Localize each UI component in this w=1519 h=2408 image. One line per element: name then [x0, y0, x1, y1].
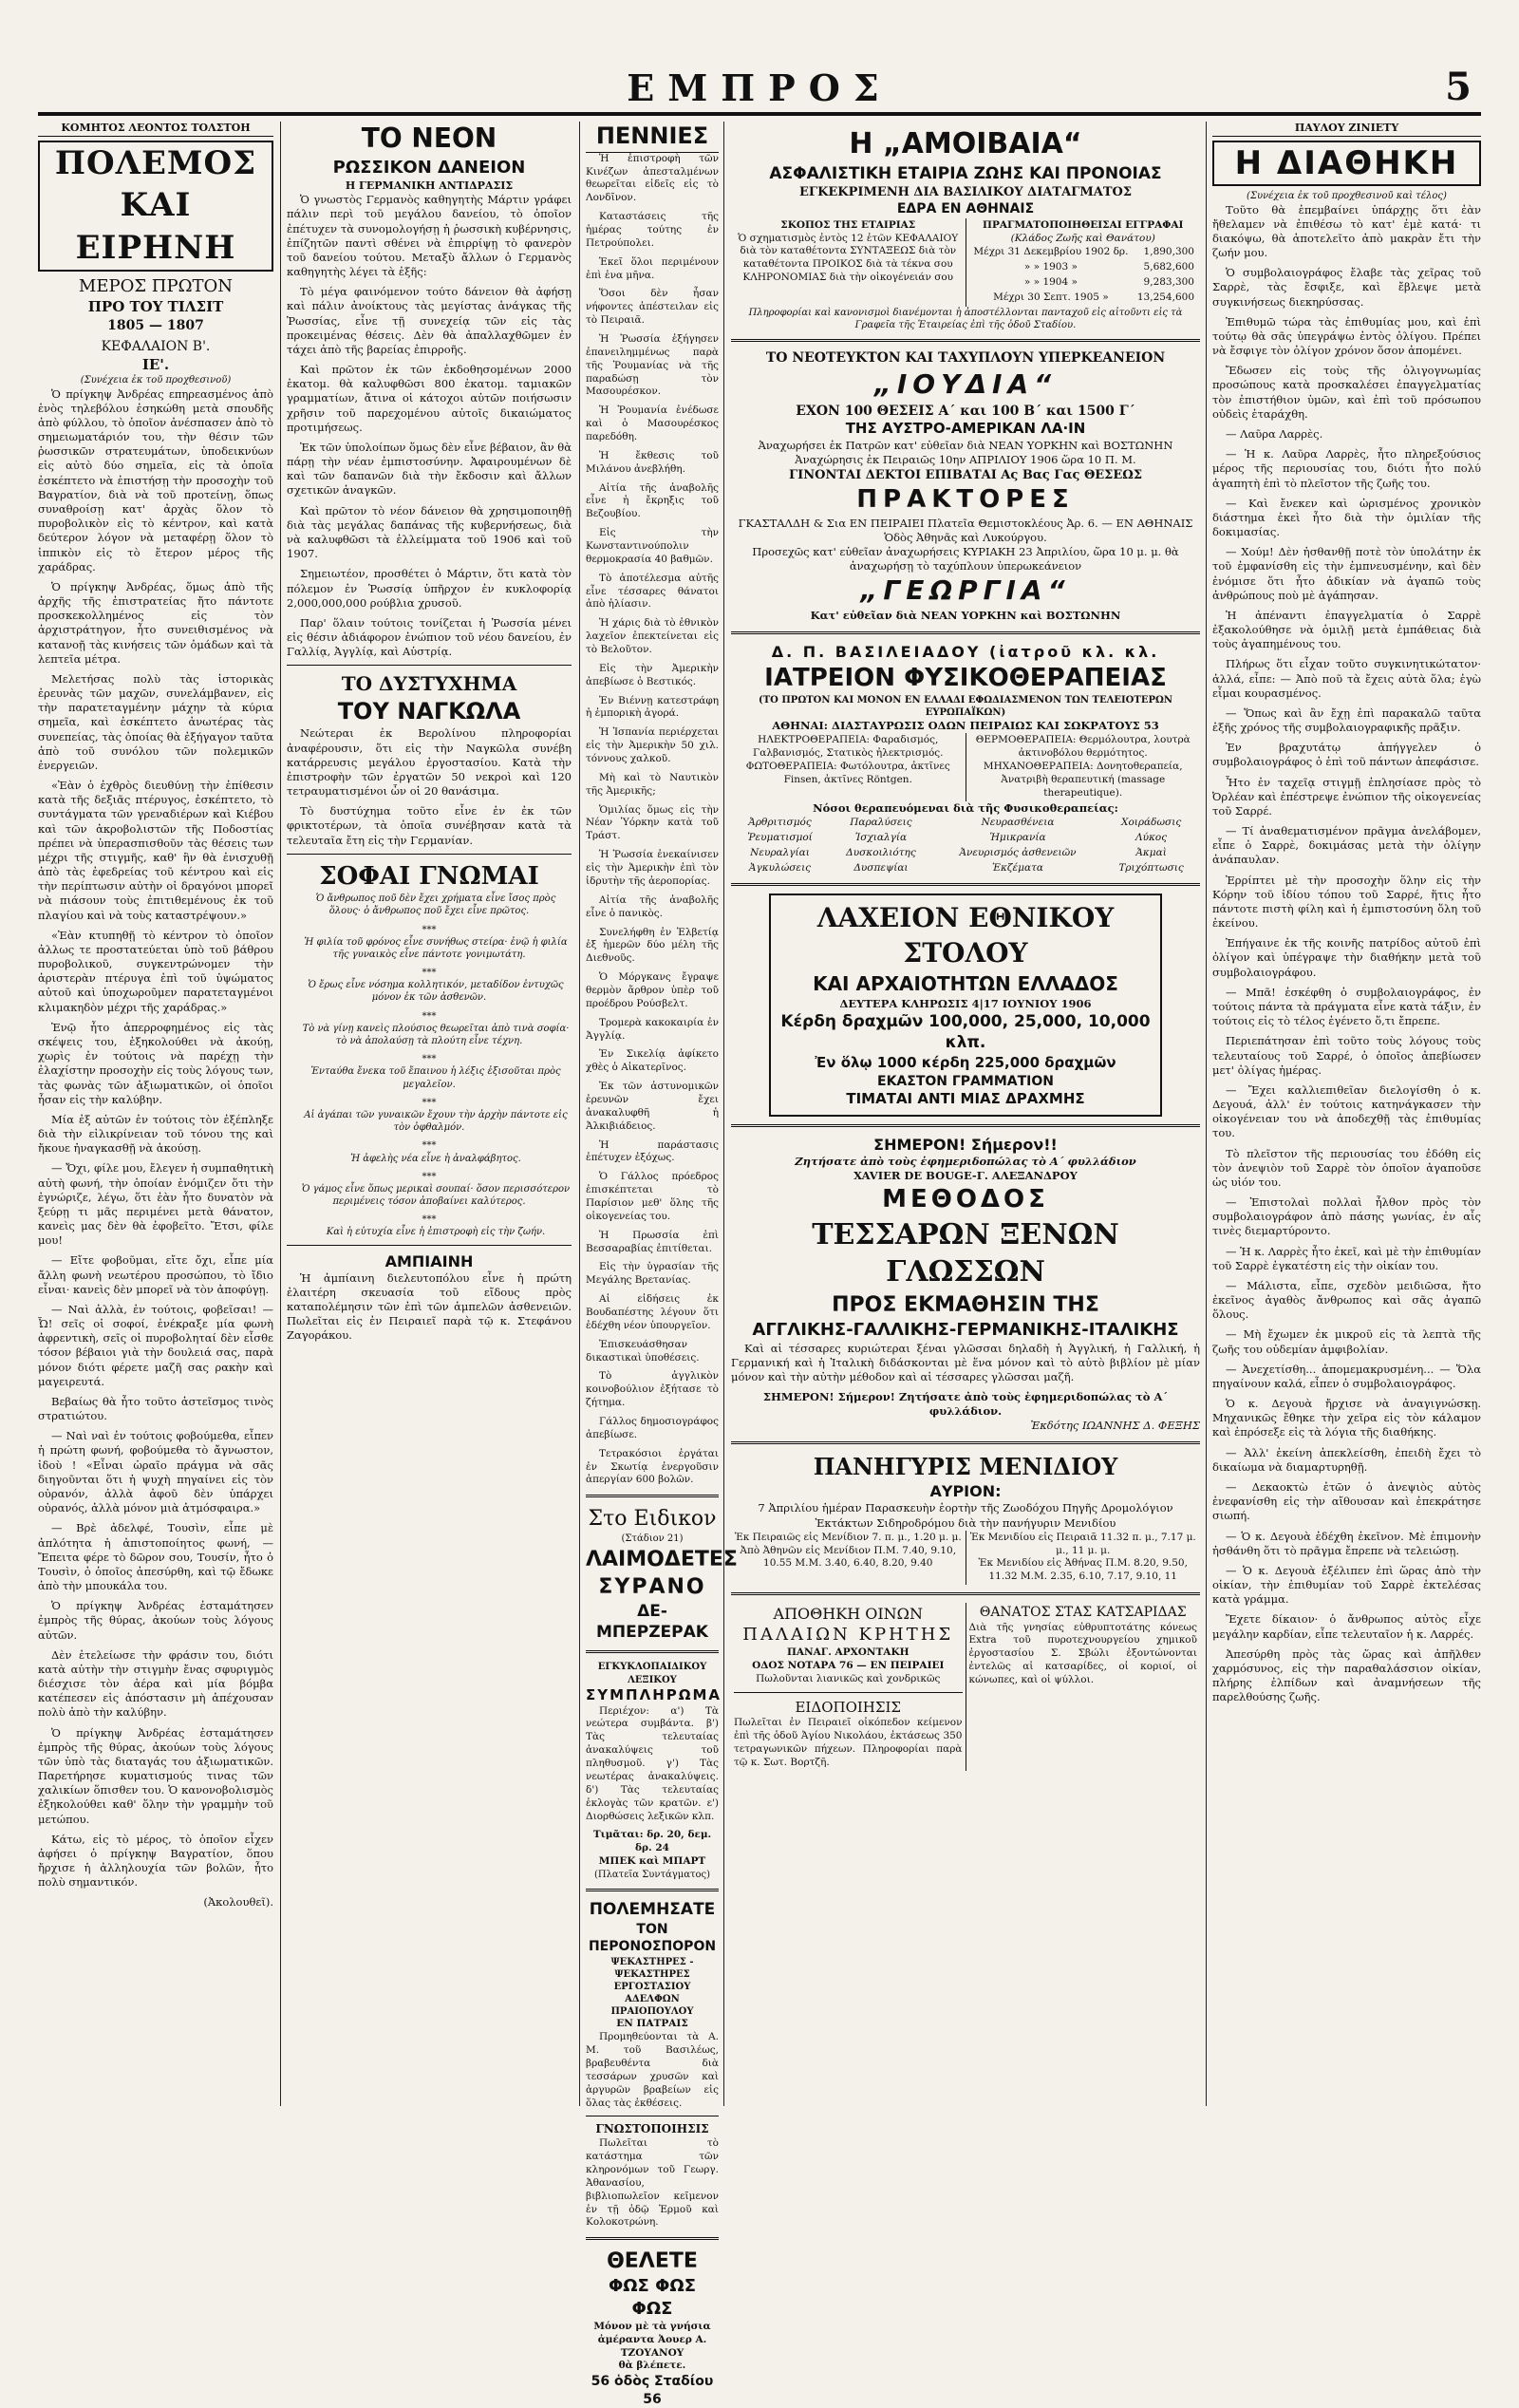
- news-item: Ὅσοι δὲν ἦσαν νήφοντες ἀπέστειλαν εἰς τὸ Πειραιᾶ.: [586, 288, 719, 327]
- news-item: Γάλλος δημοσιογράφος ἀπεβίωσε.: [586, 1416, 719, 1440]
- separator-stars: ***: [422, 1010, 437, 1022]
- article-subtitle: ΡΩΣΣΙΚΟΝ ΔΑΝΕΙΟΝ: [332, 157, 526, 178]
- article-title: ΓΝΩΣΤΟΠΟΙΗΣΙΣ: [595, 2122, 709, 2136]
- paragraph: — Ὅπως καὶ ἂν ἔχῃ ἐπὶ παρακαλῶ ταῦτα ἑξῆς χρόνος τῆς συμβολαιογραφικῆς πρᾶξιν.: [1212, 705, 1481, 735]
- news-item: Ἑκεῖ ὅλοι περιμένουν ἐπὶ ἐνα μῆνα.: [586, 255, 719, 281]
- paragraph: Ὁ γνωστὸς Γερμανὸς καθηγητὴς Μάρτιν γράφει πάλιν περὶ τοῦ μεγάλου δανείου, τὸ ὁποῖον ἐπέτυχεν τὰ συνομολογήσῃ ἡ ῥωσσικὴ κυβέρνησις, ἐπίζητῶν παντὶ σθένει νὰ ἐπιρρίψῃ τὸ φανερὸν τοῦ δανείου τούτου. Μεταξὺ ἄλλων ὁ Γερμανὸς καθηγητὴς λέγει τὰ ἑξῆς:: [287, 193, 572, 279]
- table-row: Ῥευματισμοί Ἰσχιαλγία Ἡμικρανία Λύκος: [747, 831, 1168, 843]
- paragraph: Ἡ ἀμπίαινη διελευτοπόλου εἶνε ἡ πρώτη ἐλαιτέρη σκευασία τοῦ εἴδους πρὸς καταπολέμησιν τῶν ἐπὶ τῶν ἀμπελῶν ἀσθενειῶν. Πωλεῖται εἰς ἐν Πειραιεῖ παρὰ τῷ κ. Στεφάνου Ζαγοράκου.: [287, 1270, 572, 1343]
- ad-line: ΤΟΝ ΠΕΡΟΝΟΣΠΟΡΟΝ: [588, 1921, 717, 1955]
- serial-subtitle: ΠΡΟ ΤΟΥ ΤΙΛΣΙΤ: [87, 297, 224, 315]
- news-item: Εἰς τὴν ὑγρασίαν τῆς Μεγάλης Βρετανίας.: [586, 1261, 719, 1287]
- ad-address: ΟΔΟΣ ΝΟΤΑΡΑ 76 — ΕΝ ΠΕΙΡΑΙΕΙ: [752, 1659, 945, 1671]
- ad-line: ΣΥΡΑΝΟ: [598, 1574, 706, 1599]
- paragraph: Ὁ κ. Δεγουὰ ἤρχισε νὰ ἀναγιγνώσκῃ. Μηχανικῶς ἔθηκε τὴν χεῖρα εἰς τὸν κάλαμον καὶ ἐπρόσεξε εἰς τὰ λόγια τῆς διαθήκης.: [1212, 1397, 1481, 1439]
- ad-line: ΕΝ ΠΑΤΡΑΙΣ: [616, 2018, 688, 2030]
- separator-stars: ***: [422, 968, 437, 979]
- table-row: Ἀρθριτισμός Παραλύσεις Νευρασθένεια Χοιράδωσις: [748, 816, 1182, 828]
- ad-eidikon: [586, 1505, 738, 1643]
- serial-part: ΜΕΡΟΣ ΠΡΩΤΟΝ: [78, 276, 234, 297]
- ad-wine: [731, 1603, 966, 1771]
- paragraph: — Χούμ! Δὲν ἠσθανθῇ ποτὲ τὸν ὑπολάτην ἐκ τοῦ ἐμφανίσθη εἰς τὴν ἐμπνευσμένην, καὶ δὲν ἐνόμισε ὅτι ἦτο ἀδικίαν νὰ ἀγαπῶ τοὺς ἀνθρώπους ποὺ μὲ ἀγάπησαν.: [1212, 545, 1481, 602]
- ad-line: ΚΑΙ ΑΡΧΑΙΟΤΗΤΩΝ ΕΛΛΑΔΟΣ: [813, 972, 1118, 996]
- article-title: ΤΟ ΝΕΟΝ: [361, 122, 497, 154]
- divider: [731, 631, 1200, 634]
- serial-continuation: (Συνέχεια ἐκ τοῦ προχθεσινοῦ καὶ τέλος): [1247, 191, 1447, 202]
- paragraph: Καὶ πρῶτον ἐκ τῶν ἐκδοθησομένων 2000 ἑκατομ. θὰ καλυφθῶσι 800 ἑκατομ. ταμιακῶν γραμματίων, ἄτινα οἱ κάτοχοι αὐτῶν ποιήσωσιν χρῆσιν τοῦ παρεχομένου αὐτοῖς δικαιώματος προτιμήσεως.: [287, 363, 572, 434]
- ad-line: ΘΕΛΕΤΕ: [607, 2249, 698, 2274]
- ad-seller: ΜΠΕΚ καὶ ΜΠΑΡΤ: [598, 1855, 706, 1868]
- news-item: Ὁ Μόργκανς ἔγραψε θερμὸν ἄρθρον ὑπὲρ τοῦ προέδρου Ρούσβελτ.: [586, 971, 719, 1009]
- table-row: Ἀγκυλώσεις Δυσπεψίαι Ἐκζέματα Τριχόπτωσις: [748, 861, 1184, 874]
- ad-ship-joudia: [731, 349, 1200, 623]
- ad-line: ΤΙΜΑΤΑΙ ΑΝΤΙ ΜΙΑΣ ΔΡΑΧΜΗΣ: [846, 1089, 1085, 1107]
- ad-title: ΙΑΤΡΕΙΟΝ ΦΥΣΙΚΟΘΕΡΑΠΕΙΑΣ: [764, 663, 1167, 692]
- ad-line: ΕΡΓΟΣΤΑΣΙΟΥ ΑΔΕΛΦΩΝ ΠΡΑΙΟΠΟΥΛΟΥ: [610, 1981, 694, 2018]
- column-divider: [280, 122, 281, 2106]
- column-serial-will: [1212, 122, 1481, 2106]
- serial-title: ΠΟΛΕΜΟΣ ΚΑΙ ΕΙΡΗΝΗ: [38, 141, 273, 273]
- news-item: Ἡ παράστασις ἐπέτυχεν ἐξόχως.: [586, 1138, 719, 1164]
- ad-line: ΠΡΟΣ ΕΚΜΑΘΗΣΙΝ ΤΗΣ: [832, 1292, 1099, 1317]
- ad-line: Ἀναχωρήσει ἐκ Πατρῶν κατ' εὐθεῖαν διὰ ΝΕΑΝ ΥΟΡΚΗΝ καὶ ΒΟΣΤΩΝΗΝ: [758, 438, 1173, 452]
- ad-line: ΕΓΚΕΚΡΙΜΕΝΗ ΔΙΑ ΒΑΣΙΛΙΚΟΥ ΔΙΑΤΑΓΜΑΤΟΣ: [798, 185, 1133, 200]
- paragraph: Ἡ ἀπέναντι ἐπαγγελματία ὁ Σαρρὲ ἐξακολούθησε νὰ ὁμιλῇ μετὰ ἐμπάθειας διὰ τοὺς ἀγαπημένους του.: [1212, 608, 1481, 651]
- paragraph: — Δεκαοκτὼ ἐτῶν ὁ ἀνεψιὸς αὐτὸς ἐνεφανίσθη εἰς τὴν αἴθουσαν καὶ ἐπεκράτησε σιωπή.: [1212, 1479, 1481, 1523]
- news-item: Ἡ ἔκθεσις τοῦ Μιλάνου ἀνεβλήθη.: [586, 449, 719, 475]
- to-be-continued: (Ἀκολουθεῖ).: [203, 1895, 273, 1909]
- ad-line: Δ. Π. ΒΑΣΙΛΕΙΑΔΟΥ (ἰατροῦ κλ. κλ.: [771, 642, 1160, 661]
- ad-line: ΕΔΡΑ ΕΝ ΑΘΗΝΑΙΣ: [896, 201, 1035, 217]
- paragraph: — Τί ἀναθεματισμένον πρᾶγμα ἀνελάβομεν, εἶπε ὁ Σαρρὲ, δοκιμάσας μετὰ τὴν ὀλίγην ἀνάπαυλαν.: [1212, 824, 1481, 867]
- news-item: Τὸ ἀγγλικὸν κοινοβούλιον ἐξήτασε τὸ ζήτημα.: [586, 1370, 719, 1409]
- news-item: Αἰτία τῆς ἀναβολῆς εἶνε ἡ ἔκρηξις τοῦ Βεζουβίου.: [586, 481, 719, 520]
- ad-lottery: [769, 894, 1162, 1116]
- ad-agents: ΓΚΑΣΤΑΛΔΗ & Σια ΕΝ ΠΕΙΡΑΙΕΙ Πλατεῖα Θεμιστοκλέους Ἀρ. 6. — ΕΝ ΑΘΗΝΑΙΣ Ὁδὸς Ἀθηνᾶς καὶ Λυκούργου.: [738, 516, 1193, 544]
- news-item: Ἡ ἐπιστροφὴ τῶν Κινέζων ἀπεσταλμένων θεωρεῖται εἰδεῖς εἰς τὸ Λονδῖνον.: [586, 152, 719, 204]
- ad-timetable: [731, 1531, 1200, 1585]
- ad-line: ΤΟ ΝΕΟΤΕΥΚΤΟΝ ΚΑΙ ΤΑΧΥΠΛΟΥΝ ΥΠΕΡΚΕΑΝΕΙΟΝ: [765, 350, 1166, 367]
- paragraph: Ἐπιθυμῶ τώρα τὰς ἐπιθυμίας μου, καὶ ἐπὶ τούτῳ θὰ σᾶς ὑπεγράψω ἐντὸς ὀλίγου. Πρέπει νὰ ἔσφιγε τὸν ὀλίγον χρόνον ὅσον ἀπομένει.: [1212, 314, 1481, 358]
- separator-stars: ***: [422, 1214, 437, 1226]
- paragraph: Ἔχετε δίκαιον· ὁ ἄνθρωπος αὐτὸς εἶχε μεγάλην καρδίαν, εἶπε τελευταῖον ἡ κ. Λαρρές.: [1212, 1612, 1481, 1641]
- ad-sprayers: [586, 1899, 719, 2110]
- paragraph: Πλήρως ὅτι εἶχαν τοῦτο συγκινητικώτατον· ἀλλά, εἶπε: — Ἀπὸ ποῦ τὰ ἔχεις αὐτὰ ὅλα; ἐγὼ εἶμαι κουρασμένος.: [1212, 657, 1481, 700]
- column-divider: [1206, 122, 1207, 2106]
- table-row: » » 1903 » 5,682,600: [1023, 261, 1194, 273]
- divider: [586, 2237, 719, 2240]
- column-russian-loan: [287, 122, 572, 2106]
- paragraph: — Βρὲ ἀδελφέ, Τουσὶν, εἶπε μὲ ἀπλότητα ἡ ἀπιστοποίητος φωνή, — Ἔπειτα φέρε τὸ δῶρον σου, Τουσίν, ἦτο ὁ Τουσὶν, ὁ ὁποῖος ἀπεσύρθη, καὶ τῷ ἔδωκε ἀπὸ τὴν μπουκάλα του.: [38, 1521, 273, 1593]
- ad-line: ΣΗΜΕΡΟΝ! Σήμερον!!: [873, 1135, 1058, 1154]
- news-item: Τετρακόσιοι ἐργάται ἐν Σκωτίᾳ ἐνεργοῦσιν ἀπεργίαν 600 βολῶν.: [586, 1447, 719, 1486]
- newspaper-title: ΕΜΠΡΟΣ: [627, 66, 892, 109]
- paragraph: Ἐν βραχυτάτῳ ἀπήγγελεν ὁ συμβολαιογράφος ὁ ἐπὶ τοῦ πάντων ἀπεφάσισε.: [1212, 741, 1481, 769]
- article-subtitle-2: Η ΓΕΡΜΑΝΙΚΗ ΑΝΤΙΔΡΑΣΙΣ: [345, 179, 514, 192]
- ad-line: 56 ὁδὸς Σταδίου 56: [591, 2374, 714, 2407]
- ad-menidi-festival: [731, 1452, 1200, 1586]
- news-item: Αἱ εἰδήσεις ἐκ Βουδαπέστης λέγουν ὅτι ἐδέχθη νέον ὑπουργεῖον.: [586, 1293, 719, 1331]
- news-item: Εἰς τὴν Ἀμερικὴν ἀπεβίωσε ὁ Βεστικός.: [586, 662, 719, 687]
- news-item: Ἐπισκευάσθησαν δικαστικαὶ ὑποθέσεις.: [586, 1338, 700, 1364]
- news-item: Ὁ Γάλλος πρόεδρος ἐπισκέπτεται τὸ Παρίσιον μεθ' ὅλης τῆς οἰκογενείας του.: [586, 1171, 719, 1222]
- ad-encyclopedia: [586, 1661, 722, 1881]
- divider: [287, 665, 572, 666]
- enrolment-table: [969, 245, 1198, 305]
- divider: [734, 1692, 963, 1693]
- paragraph: Καὶ πρῶτον τὸ νέον δάνειον θὰ χρησιμοποιηθῇ διὰ τὰς μεγάλας δαπάνας τῆς κυβερνήσεως, διὰ νὰ καλυφθῶσι τὰ ἐλλείμματα τοῦ 1906 καὶ τοῦ 1907.: [287, 503, 572, 561]
- divider: [731, 339, 1200, 342]
- paragraph: — Ἡ κ. Λαῦρα Λαρρὲς, ἦτο πληρεξούσιος μέρος τῆς περιουσίας του, διότι ἦτο πολύ ἀγαπητὴ ἐπὶ τὸ πλεῖστον τῆς ζωῆς του.: [1212, 447, 1481, 490]
- separator-stars: ***: [422, 1054, 437, 1065]
- ad-title: ΜΕΘΟΔΟΣ: [882, 1185, 1049, 1214]
- clinic-left: ΗΛΕΚΤΡΟΘΕΡΑΠΕΙΑ: Φαραδισμός, Γαλβανισμός, Στατικὸς ἠλεκτρισμός. ΦΩΤΟΘΕΡΑΠΕΙΑ: Φωτόλουτρα, ἀκτῖνες Finsen, ἀκτῖνες Röntgen.: [731, 733, 966, 800]
- ad-table: [731, 218, 1200, 307]
- paragraph: — Μπᾶ! ἐσκέφθη ὁ συμβολαιογράφος, ἐν τούτοις πάντα τὰ πράγματα εἶνε κατὰ τάξιν, ἐν τούτοις εἰς τὸ τέλος ἐγένετο ὅ,τι ἔπρεπε.: [1212, 985, 1481, 1028]
- paragraph: Ὁ πρίγκηψ Ἀνδρέας ἐσταμάτησεν ἐμπρὸς τῆς θύρας, ἀκούων τοὺς λόγους τῶν ὑπὸ τὰς διαταγάς του ἀξιωματικῶν. Παρετήρησε κυματισμούς τινας τῶν χαλικίων ὅπισθεν του. Ὁ κανονοβολισμὸς ἐξηκολούθει καθ' ὅλην τὴν γραμμὴν τοῦ μετώπου.: [38, 1725, 273, 1826]
- paragraph: Τὸ δυστύχημα τοῦτο εἶνε ἐν ἐκ τῶν φρικτοτέρων, τὰ ὁποῖα συνέβησαν κατὰ τὰ τελευταῖα ἔτη εἰς τὴν Γερμανίαν.: [287, 804, 572, 847]
- ad-line: ΑΓΓΛΙΚΗΣ-ΓΑΛΛΙΚΗΣ-ΓΕΡΜΑΝΙΚΗΣ-ΙΤΑΛΙΚΗΣ: [752, 1319, 1179, 1340]
- ad-cockroach: [966, 1603, 1200, 1771]
- table-row: Μέχρι 30 Σεπτ. 1905 » 13,254,600: [993, 291, 1194, 303]
- divider: [731, 1124, 1200, 1127]
- paragraph: — Ναὶ ναὶ ἐν τούτοις φοβούμεθα, εἶπεν ἡ πρώτη φωνή, φοβούμεθα τὸ ἄγνωστον, ἰδοὺ ! «Εἶναι ὡραῖο πράγμα νὰ σᾶς διηγοῦνται ὅτι ἡ ψυχὴ πηγαίνει εἰς τὸν οὐρανόν, ἀλλὰ ἀφοῦ δὲν ὑπάρχει οὐρανός, ἀλλὰ μόνον μιὰ ἀτμόσφαιρα.»: [38, 1429, 273, 1515]
- article-title: ΑΜΠΙΑΙΝΗ: [384, 1251, 474, 1270]
- news-item: Αἰτία τῆς ἀναβολῆς εἶνε ὁ πανικὸς.: [586, 894, 719, 919]
- ad-line: ΣΗΜΕΡΟΝ! Σήμερον! Ζητήσατε ἀπὸ τοὺς ἐφημεριδοπώλας τὸ Α΄ φυλλάδιον.: [762, 1390, 1169, 1419]
- news-item: Ἐν Σικελίᾳ ἀφίκετο χθὲς ὁ Αἰκατερῖνος.: [586, 1048, 719, 1074]
- article-title: ΣΟΦΑΙ ΓΝΩΜΑΙ: [319, 861, 539, 891]
- serial-continuation: (Συνέχεια ἐκ τοῦ προχθεσινοῦ): [80, 375, 232, 386]
- paragraph: «Ἐὰν ὁ ἐχθρὸς διευθύνῃ τὴν ἐπίθεσιν κατὰ τῆς δεξιᾶς πτέρυγος, ἐσκέπτετο, τὸ συντάγματα τῶν γρεναδιέρων καὶ Κιέβου καὶ τῶν ἀκροβολιστῶν τῆς Ποδοστίας πρέπει νὰ ὑπερασπισθοῦν τὰς θέσεις των μέχρι τῆς στιγμῆς, καθ' ἣν θὰ ἐνισχυθῇ ἀπὸ τὰς ἐφεδρείας τοῦ κέντρου καὶ εἰς τὴν περίπτωσιν αὐτὴν οἱ δραγόνοι μπορεῖ νὰ πιάσουν τοὺς ἐπιτιθεμένους ἐκ τοῦ πλαγίου καὶ νὰ τοὺς καταστρέψουν.»: [38, 779, 273, 922]
- ad-footer: Πληροφορίαι καὶ κανονισμοὶ διανέμονται ἡ ἀποστέλλονται πανταχοῦ εἰς αἰτοῦντι εἰς τὰ Γραφεῖα τῆς Ἑταιρείας ἐπὶ τῆς ὁδοῦ Σταδίου.: [748, 307, 1183, 330]
- column-divider: [579, 122, 580, 2106]
- ad-line: θὰ βλέπετε.: [618, 2360, 686, 2372]
- ad-line: ΠΑΝΑΓ. ΑΡΧΟΝΤΑΚΗ: [786, 1646, 910, 1658]
- serial-title: Η ΔΙΑΘΗΚΗ: [1212, 141, 1481, 187]
- paragraph: — Καὶ ἔνεκεν καὶ ὡρισμένος χρονικὸν διάστημα ἐκεὶ ἦτο διὰ τὴν ὁμιλίαν τῆς δοκιμασίας.: [1212, 496, 1481, 539]
- paragraph: Ἦτο ἐν ταχεῖᾳ στιγμῇ ἐπλησίασε πρὸς τὸ Ὀρλέαν καὶ ἐπέστρεψε ἐνώπιον τῆς οἰκογενείας τοῦ Σαρρέ.: [1212, 775, 1481, 818]
- maxim: Τὸ νὰ γίνῃ κανεὶς πλούσιος θεωρεῖται ἀπὸ τινὰ σοφία· τὸ νὰ ἀπολαύσῃ τὰ πλούτη εἶνε τέχνη.: [302, 1023, 570, 1046]
- serial-chapter: ΚΕΦΑΛΑΙΟΝ Β'.: [101, 339, 211, 355]
- paragraph: Τὸ μέγα φαινόμενον τούτο δάνειον θὰ ἀφήσῃ καὶ πάλιν ἀνοίκτους τὰς μεγίστας ἀνάγκας τῆς Ῥωσσίας, εἶνε τῇ συνεχείᾳ τῶν εἰς τὰς προκειμένας θέσεις. Δὲν θὰ ἀπαλλαχθῶμεν ἐν τάχει ἀπὸ τῆς βαρείας ἐπιρροῆς.: [287, 285, 572, 356]
- ad-line: (Στάδιον 21): [621, 1533, 684, 1545]
- separator-stars: ***: [422, 1171, 437, 1182]
- paragraph: Νεώτεραι ἐκ Βερολίνου πληροφορίαι ἀναφέρουσιν, ὅτι εἰς τὴν Ναγκῶλα συνέβη κατάρρευσις μεγάλου ἐργοστασίου. Κατὰ τὴν ἐπιστροφὴν τῶν ἐργατῶν 50 νεκροὶ καὶ 120 τετραυματισμένοι ὧν οἱ 20 θανάσιμα.: [287, 726, 572, 799]
- masthead-rule: [38, 112, 1481, 116]
- ad-line: Κατ' εὐθεῖαν διὰ ΝΕΑΝ ΥΟΡΚΗΝ καὶ ΒΟΣΤΩΝΗΝ: [810, 609, 1121, 623]
- column-advertisements: [731, 122, 1200, 2106]
- maxim: Ὁ ἄνθρωπος ποῦ δὲν ἔχει χρήματα εἶνε ἴσος πρὸς ὅλους· ὁ ἄνθρωπος ποῦ ἔχει εἶνε πρῶτος.: [315, 894, 556, 917]
- divider: [731, 1441, 1200, 1444]
- news-item: Ἡ Ῥωσσία ἐξήγησεν ἐπανειλημμένως παρὰ τῆς Ῥουμανίας νὰ τῆς παραδώσῃ τὸν Μασουρέσκον.: [586, 332, 719, 398]
- paragraph: Ὁ πρίγκηψ Ἀνδρέας επηρεασμένος ἀπὸ ἑνὸς τηλεβόλου ἐσηκώθη μετὰ σπουδῆς ἀπὸ φύλλου, τὸ ὁποῖον ἀνέσπασεν ἀπὸ τὸ σημειωματάριόν του, τὴν θέσιν τῶν ῥωσσικῶν στρατευμάτων, ὑποδεικνύων εἰς αὐτὸ δύο σημεῖα, εἰς τὰ ὁποῖα ἐσκέπτετο νὰ ἐπιστήσῃ τὴν προσοχὴν τοῦ Βαγρατίον, διὰ νὰ τοῦ προτείνῃ, ὅπως συναθροίσῃ κατ' ἀρχὰς ὅλον τὸ πυροβολικὸν εἰς τὸ κέντρον, καὶ κατὰ δεύτερον λόγον νὰ μεταφέρῃ ὅλον τὸ ἱππικὸν εἰς τὸ ἕτερον μέρος τῆς χαράδρας.: [38, 386, 273, 574]
- ad-line: ΔΕΥΤΕΡΑ ΚΛΗΡΩΣΙΣ 4|17 ΙΟΥΝΙΟΥ 1906: [839, 996, 1092, 1010]
- maxim: Ἡ ἀφελὴς νέα εἶνε ἡ ἀναλφάβητος.: [350, 1153, 521, 1164]
- serial-author: ΠΑΥΛΟΥ ΖΙΝΙΕΤΥ: [1212, 122, 1481, 137]
- paragraph: — Ὄχι, φίλε μου, ἔλεγεν ἡ συμπαθητικὴ αὐτὴ φωνή, τὴν ὁποίαν ἐνόμιζεν ὅτι τὴν ἐγνώριζε, λέγω, ὅτι ἐὰν ἦτο δυνατὸν νὰ ξεύρῃ τι μᾶς περιμένει μετὰ θάνατον, κανεὶς μας δὲν θὰ ἐφοβεῖτο. Ἔτσι, φίλε μου!: [38, 1161, 273, 1248]
- paragraph: Ἔδωσεν εἰς τοὺς τῆς ὀλιγογνωμίας προσώπους κατὰ προσκαλέσει ἐπαγγελματίας τὸν ἐπιστήθιον ὑμῶν, καὶ ἐπὶ τοῦ πρόσωπου οὐδεὶς ἐταράχθη.: [1212, 364, 1481, 421]
- ad-body: Καὶ αἱ τέσσαρες κυριώτεραι ξέναι γλῶσσαι δηλαδὴ ἡ Ἀγγλική, ἡ Γαλλική, ἡ Γερμανική καὶ ἡ Ἰταλικὴ διδάσκονται μὲ ἕνα μόνον καὶ τὸ αὐτὸ βιβλίον μὲ μίαν μόνον καὶ τὴν αὐτὴν μέθοδον καὶ αἱ τέσσαρες γλῶσσαι μαζῆ.: [731, 1341, 1200, 1383]
- ad-line: ΦΩΣ ΦΩΣ ΦΩΣ: [608, 2276, 697, 2320]
- paragraph: — Εἴτε φοβοῦμαι, εἴτε ὄχι, εἶπε μία ἄλλη φωνὴ νεωτέρου προσώπου, τὸ ἴδιο εἶναι· κανεὶς δὲν μπορεῖ νὰ τὸν ἀποφύγῃ.: [38, 1253, 273, 1296]
- clinic-right: ΘΕΡΜΟΘΕΡΑΠΕΙΑ: Θερμόλουτρα, λουτρὰ ἀκτινοβόλου θερμότητος. ΜΗΧΑΝΟΘΕΡΑΠΕΙΑ: Δονητοθεραπεία, Ἀνατριβὴ θεραπευτική (massage therapeutique).: [975, 734, 1191, 799]
- ad-publisher: Ἐκδότης ΙΩΑΝΝΗΣ Δ. ΦΕΞΗΣ: [1030, 1419, 1200, 1433]
- column-serial-war-and-peace: [38, 122, 273, 2106]
- ad-line: Ζητήσατε ἀπὸ τοὺς ἐφημεριδοπώλας τὸ Α΄ φυλλάδιον: [795, 1154, 1136, 1168]
- ad-title: ΤΕΣΣΑΡΩΝ ΞΕΝΩΝ ΓΛΩΣΣΩΝ: [812, 1217, 1119, 1289]
- ad-ship-name: „ΙΟΥΔΙΑ“: [873, 367, 1058, 400]
- ad-address: (Πλατεῖα Συντάγματος): [593, 1869, 711, 1880]
- paragraph: — Μάλιστα, εἶπε, σχεδὸν μειδιῶσα, ἤτο ἐκεῖνος ἀγαθὸς ἄνθρωπος καὶ σᾶς ἀγαπῶ ὅλους.: [1212, 1278, 1481, 1322]
- ad-line: Πωλοῦνται λιανικῶς καὶ χονδρικῶς: [756, 1672, 941, 1684]
- paragraph: Περιεπάτησαν ἐπὶ τοῦτο τοὺς λόγους τοὺς τελευταίους τοῦ Σαρρέ, ὁ ὁποῖος ἀπεβίωσεν μετ' ὀλίγας ἡμέρας.: [1212, 1034, 1481, 1077]
- paragraph: Τοῦτο θὰ ἐπεμβαίνει ὑπάρχῃς ὅτι ἐὰν ἤθελαμεν νὰ ἐπιθέσω τὸ κατ' ἐμὲ κατά· τι διακόψω, θὰ ἀποτελεῖτο ἀπὸ μακρὰν ἔτι τὴν ζωήν μου.: [1212, 202, 1481, 260]
- ad-amoivaia: [731, 125, 1200, 331]
- ad-title: ΕΙΔΟΠΟΙΗΣΙΣ: [795, 1698, 902, 1716]
- paragraph: Ὁ πρίγκηψ Ἀνδρέας, ὅμως ἀπὸ τῆς ἀρχῆς τῆς ἐπιστρατείας ἤτο πάντοτε προσκεκολλημένος εἰς τὸν ἀρχιστράτηγον, ἦτο συνειθισμένος νὰ κατανοῇ τὰς κινήσεις τῶν ὁμάδων καὶ τὰ λεπτεῖα μέτρα.: [38, 579, 273, 666]
- ad-title: ΘΑΝΑΤΟΣ ΣΤΑΣ ΚΑΤΣΑΡΙΔΑΣ: [979, 1605, 1187, 1621]
- divider: [586, 1650, 719, 1653]
- ad-line: Κέρδη δραχμῶν 100,000, 25,000, 10,000 κλπ.: [780, 1011, 1151, 1053]
- news-item: Μὴ καὶ τὸ Ναυτικὸν τῆς Ἀμερικῆς;: [586, 771, 719, 797]
- paragraph: — Ἀλλ' ἐκείνη ἀπεκλείσθη, ἐπειδὴ ἔχει τὸ δικαίωμα νὰ διαμαρτυρηθῇ.: [1212, 1445, 1481, 1474]
- ad-table: [731, 733, 1200, 800]
- news-item: Ἡ Ἰσπανία περιέρχεται εἰς τὴν Ἀμερικὴν 50 χιλ. τόννους χαλκοῦ.: [586, 726, 719, 765]
- ad-line: ΠΑΛΑΙΩΝ ΚΡΗΤΗΣ: [742, 1625, 954, 1646]
- ad-title: ΛΑΧΕΙΟΝ ΕΘΝΙΚΟΥ ΣΤΟΛΟΥ: [816, 902, 1115, 969]
- paragraph: — Λαῦρα Λαρρὲς.: [1226, 426, 1323, 441]
- ad-clinic: [731, 642, 1200, 876]
- ad-ship-name: „ΓΕΩΡΓΙΑ“: [860, 574, 1071, 607]
- news-item: Εἰς τὴν Κωνσταντινούπολιν θερμοκρασία 40 βαθμῶν.: [586, 527, 719, 565]
- timetable-right: Ἐκ Μενιδίου εἰς Πειραιᾶ 11.32 π. μ., 7.17 μ. μ., 11 μ. μ. Ἐκ Μενιδίου εἰς Ἀθήνας Π.Μ. 8.20, 9.50, 11.32 Μ.Μ. 2.35, 6.10, 7.17, 9.10, 11: [969, 1531, 1196, 1583]
- maxim: Ὁ γάμος εἶνε ὅπως μερικαὶ σουπαί· ὅσον περισσότερον περιμένεις τόσον ἀποβαίνει καλύτερος.: [301, 1183, 571, 1208]
- ad-table-left: [731, 218, 966, 307]
- ad-language-method: [731, 1135, 1200, 1434]
- separator-stars: ***: [422, 1140, 437, 1152]
- paragraph: Ἐνῷ ἦτο ἀπερροφημένος εἰς τὰς σκέψεις του, ἐξηκολούθει νὰ ἀκούῃ, χωρὶς ἐν τούτοις νὰ παρέχῃ τὴν ἐλαχίστην προσοχὴν εἰς τοὺς λόγους των, τὰς φωνὰς τῶν ἀξιωματικῶν, οἱ ὁποῖοι ἦσαν εἰς τὴν καλύβην.: [38, 1020, 273, 1106]
- table-row: Νευραλγίαι Δυσκοιλιότης Ἀνευρισμός ἀσθενειῶν Ἀκμαὶ: [750, 846, 1167, 858]
- ad-body: Πωλεῖται ἐν Πειραιεῖ οἰκόπεδον κείμενον ἐπὶ τῆς ὁδοῦ Ἀγίου Νικολάου, ἐκτάσεως 350 τετραγωνικῶν πήχεων. Πληροφορίαι παρὰ τῷ κ. Σωτ. Βορτζῆ.: [734, 1717, 963, 1768]
- paragraph: — Μὴ ἔχωμεν ἐκ μικροῦ εἰς τὰ λεπτὰ τῆς ζωῆς του οὐδεμίαν ἀμφιβολίαν.: [1212, 1327, 1481, 1356]
- divider: [731, 883, 1200, 886]
- paragraph: Κάτω, εἰς τὸ μέρος, τὸ ὁποῖον εἶχεν ἀφήσει ὁ πρίγκηψ Βαγρατίον, ὅπου ἤρχισε ἡ ἀλληλουχία τῶν βολῶν, ἦτο πολὺ σημαντικόν.: [38, 1832, 273, 1890]
- paragraph: Ὁ συμβολαιογράφος ἔλαβε τὰς χεῖρας τοῦ Σαρρὲ, τὰς ἔσφιξε, καὶ ἔβλεψε μετὰ συγκινήσεως διεκηρύσσας.: [1212, 266, 1481, 309]
- serial-author: ΚΟΜΗΤΟΣ ΛΕΟΝΤΟΣ ΤΟΛΣΤΟΗ: [38, 122, 273, 137]
- ad-table-body: Ὁ σχηματισμὸς ἐντὸς 12 ἐτῶν ΚΕΦΑΛΑΙΟΥ διὰ τὸν καταθέτοντα ΣΥΝΤΑΞΕΩΣ διὰ τὸν καταθέτοντα ΠΡΟΙΚΟΣ διὰ τὰ τέκνα σου ΚΛΗΡΟΝΟΜΙΑΣ διὰ τὴν οἰκογένειάν σου: [738, 232, 959, 284]
- paragraph: Βεβαίως θὰ ἦτο τοῦτο ἀστεῖσμος τινὸς στρατιώτου.: [38, 1394, 273, 1423]
- article-subtitle: ΤΟΥ ΝΑΓΚΩΛΑ: [337, 697, 521, 724]
- paragraph: — Ὁ κ. Δεγουὰ ἐδέχθη ἐκεῖνον. Μὲ ἐπιμονὴν ἠσθάνθη ὅτι τὸ πρᾶγμα ἔπρεπε νὰ τελειώσῃ.: [1212, 1529, 1481, 1557]
- ad-line: Ἀναχώρησις ἐκ Πειραιῶς 10ην ΑΠΡΙΛΙΟΥ 1906 ὥρα 10 Π. Μ.: [795, 453, 1136, 467]
- ad-line: Στο Ειδικον: [588, 1507, 717, 1532]
- clinic-diseases-title: Νόσοι θεραπευόμεναι διὰ τῆς Φυσικοθεραπείας:: [813, 800, 1118, 815]
- divider: [287, 854, 572, 855]
- ad-lamps: [586, 2248, 719, 2408]
- ad-title: ΠΑΝΗΓΥΡΙΣ ΜΕΝΙΔΙΟΥ: [813, 1452, 1118, 1480]
- ad-line: Μόνον μὲ τὰ γνήσια ἀμέραντα Ἀουερ Α. ΤΖΟΥΑΝΟΥ: [593, 2320, 711, 2359]
- divider: [586, 1889, 719, 1891]
- news-item: Ἡ Πρωσσία ἐπὶ Βεσσαραβίας ἐπιτίθεται.: [586, 1229, 719, 1254]
- ad-table-sub: (Κλάδος Ζωῆς καὶ Θανάτου): [1010, 232, 1155, 244]
- paragraph: — Ναὶ ἀλλὰ, ἐν τούτοις, φοβεῖσαι! — Ὦ! σεῖς οἱ σοφοί, ἐνέκραξε μία φωνὴ ἀφρεντικὴ, σεῖς οἱ πυροβοληταί δὲν εἶσθε τόσον βέβαιοι γιὰ τὴν δουλειά σας, παρὰ μόνον διότι φέρετε μαζῆ σας ρακὴν καὶ μαγειρευτά.: [38, 1302, 273, 1388]
- maxim: Καὶ ἡ εὐτυχία εἶνε ἡ ἐπιστροφὴ εἰς τὴν ζωήν.: [326, 1227, 546, 1238]
- page-number: 5: [1445, 65, 1472, 109]
- ad-address: ΑΘΗΝΑΙ: ΔΙΑΣΤΑΥΡΩΣΙΣ ΟΔΩΝ ΠΕΙΡΑΙΩΣ ΚΑΙ ΣΩΚΡΑΤΟΥΣ 53: [772, 719, 1159, 733]
- paragraph: «Ἐὰν κτυπηθῇ τὸ κέντρον τὸ ὁποῖον ἀλλως τε προστατεύεται ὑπὸ τοῦ βάθρου πυροβολικοῦ, συγκεντρώνομεν τὴν ἀριστερὰν πτέρυγα ἐπὶ τοῦ ὑψώματος αὐτοῦ καὶ ὑποχωροῦμεν παρατεταγμένοι κλιμακηδὸν μέχρι τῆς χαράδρας.»: [38, 928, 273, 1014]
- article-title: ΤΟ ΔΥΣΤΥΧΗΜΑ: [341, 672, 517, 696]
- paragraph: Δὲν ἐτελείωσε τὴν φράσιν του, διότι κατὰ αὐτὴν τὴν στιγμὴν ἔνας σφυριγμὸς διέσχισε τὸν ἀέρα καὶ μία βόμβα κατέπεσεν εἰς ἀπόστασιν μὴ ἀπέχουσαν πολὺ ἀπὸ τὴν καλύβην.: [38, 1647, 273, 1720]
- news-item: Ἡ Ῥωσσία ἐνεκαίνισεν εἰς τὴν Ἀμερικὴν ἐπὶ τὸν ἰδρυτὴν τῆς ἀεροπορίας.: [586, 849, 719, 887]
- news-item: Ἐκ τῶν ἀστυνομικῶν ἐρευνῶν ἔχει ἀνακαλυφθῆ ἡ Ἀλκιβιάδειος.: [586, 1081, 719, 1132]
- news-item: Συνελήφθη ἐν Ἐλβετίᾳ ἐξ ἡμερῶν δύο μέλη τῆς Διεθνοῦς.: [586, 926, 719, 965]
- ad-line: ΕΓΚΥΚΛΟΠΑΙΔΙΚΟΥ ΛΕΞΙΚΟΥ: [597, 1662, 707, 1685]
- news-item: Ὁμιλίας ὅμως εἰς τὴν Νέαν Ὑόρκην κατὰ τοῦ Τράστ.: [586, 803, 719, 842]
- maxim: Αἱ ἀγάπαι τῶν γυναικῶν ἔχουν τὴν ἀρχὴν πάντοτε εἰς τὸν ὀφθαλμόν.: [304, 1109, 568, 1134]
- ad-line: ΤΗΣ ΑΥΣΤΡΟ-ΑΜΕΡΙΚΑΝ ΛΑ·ΙΝ: [845, 420, 1086, 438]
- ad-line: Ἐν ὅλῳ 1000 κέρδη 225,000 δραχμῶν: [815, 1053, 1116, 1071]
- paragraph: Σημειωτέον, προσθέτει ὁ Μάρτιν, ὅτι κατὰ τὸν πόλεμον ἐν Ῥωσσίᾳ ὑπῆρχον ἐν κυκλοφορίᾳ 2,000,000,000 ρούβλια χρυσοῦ.: [287, 567, 572, 610]
- ad-body: 7 Ἀπριλίου ἡμέραν Παρασκευὴν ἑορτὴν τῆς Ζωοδόχου Πηγῆς Δρομολόγιον Ἐκτάκτων Σιδηροδρόμου διὰ τὴν πανήγυριν Μενιδίου: [758, 1501, 1173, 1530]
- ad-line: ΓΙΝΟΝΤΑΙ ΔΕΚΤΟΙ ΕΠΙΒΑΤΑΙ Ας Βας Γας ΘΕΣΕΩΣ: [788, 468, 1143, 483]
- paragraph: Ἀπεσύρθη πρὸς τὰς ὥρας καὶ ἀπῆλθεν χαρμόσυνος, εἰς τὴν παραθαλάσσιον οἰκίαν, πλήρης ἐλπίδων καὶ ἀναμνήσεων τῆς παρελθούσης ζωῆς.: [1212, 1646, 1481, 1704]
- news-item: Ἐν Βιέννῃ κατεστράφη ἡ ἐμπορικὴ ἀγορά.: [586, 694, 719, 720]
- maxim: Ἡ φιλία τοῦ φρόνος εἶνε συνήθως στείρα· ἐνῷ ἡ φιλία τῆς γυναικὸς εἶνε πάντοτε γονιμωτάτη.: [304, 936, 568, 960]
- ad-line: ΑΥΡΙΟΝ:: [929, 1482, 1002, 1501]
- divider: [586, 1495, 719, 1497]
- table-row: » » 1904 » 9,283,300: [1023, 276, 1194, 289]
- column-brief-news: [586, 122, 738, 2407]
- paragraph: Ἐρρίπτει μὲ τὴν προσοχὴν ὅλην εἰς τὴν Κόρην τοῦ ἰδίου τόπου τοῦ Σαρρέ, ἥτις ἦτο πάντοτε πιστὴ φίλη καὶ ἡ ἐμπιστοσύνη ὅλη τοῦ ἐκείνου.: [1212, 873, 1481, 931]
- ad-table-head: ΣΚΟΠΟΣ ΤΗΣ ΕΤΑΙΡΙΑΣ: [780, 218, 916, 231]
- ad-title: ΑΠΟΘΗΚΗ ΟΙΝΩΝ: [773, 1605, 923, 1624]
- ad-line: ΨΕΚΑΣΤΗΡΕΣ - ΨΕΚΑΣΤΗΡΕΣ: [610, 1956, 694, 1980]
- ad-table-right: [966, 218, 1200, 307]
- serial-years: 1805 — 1807: [107, 317, 204, 333]
- ad-title: Η „ΑΜΟΙΒΑΙΑ“: [849, 127, 1082, 160]
- paragraph: Μελετήσας πολὺ τὰς ἱστορικὰς ἐρευνὰς τῶν μαχῶν, συνελάμβανεν, εἰς τὴν παρατεταγμένην μάχην τὰ κύρια σημεῖα, καὶ ἐσκέπτετο ἀνωτέρας τὰς συνεπείας, τὰς ὁποίας θὰ ἐξήγαγον ταῦτα ἀπὸ τοῦ συνόλου τῶν πολεμικῶν ἐνεργειῶν.: [38, 671, 273, 772]
- timetable-left: Ἐκ Πειραιῶς εἰς Μενίδιον 7. π. μ., 1.20 μ. μ. Ἀπὸ Ἀθηνῶν εἰς Μενίδιον Π.Μ. 7.40, 9.10, 10.55 Μ.Μ. 3.40, 6.40, 8.20, 9.40: [731, 1531, 966, 1585]
- paragraph: Ἐπήγαινε ἐκ τῆς κοινῆς πατρίδος αὐτοῦ ἐπὶ ὀλίγον καὶ ὑπέγραψε τὴν διαθήκην μετὰ τοῦ συμβολαιογράφου.: [1212, 936, 1481, 979]
- paragraph: — Ἡ κ. Λαρρὲς ἦτο ἐκεῖ, καὶ μὲ τὴν ἐπιθυμίαν τοῦ Σαρρὲ ἐγκατέστη εἰς τὴν οἰκίαν του.: [1212, 1244, 1481, 1272]
- news-item: Ἡ Ῥουμανία ἐνέδωσε καὶ ὁ Μασουρέσκος παρεδόθη.: [586, 404, 719, 442]
- news-item: Τρομερὰ κακοκαιρία ἐν Ἀγγλίᾳ.: [586, 1016, 719, 1042]
- ad-line: ΛΑΙΜΟΔΕΤΕΣ: [586, 1547, 738, 1571]
- news-item: Ἡ χάρις διὰ τὸ ἐθνικὸν λαχεῖον ἐπεκτείνεται εἰς τὸ Βελοῦτον.: [586, 617, 719, 656]
- paragraph: — Ἐπιστολαὶ πολλαὶ ἦλθον πρὸς τὸν συμβολαιογράφον ἀπὸ πάσης γωνίας, ἐν αἷς τινὲς διεμαρτύροντο.: [1212, 1195, 1481, 1238]
- paragraph: Ἐκ τῶν ὑπολοίπων ὅμως δὲν εἶνε βέβαιον, ἂν θὰ πάρῃ τὴν νέαν ἐμπιστοσύνην. Ἀφαιρουμένων δὲ καὶ τῶν δαπανῶν διὰ τὴν ἔκδοσιν καὶ ἄλλων σχετικῶν ἀναγκῶν.: [287, 440, 572, 498]
- masthead: [0, 0, 1519, 109]
- ad-line: ΕΧΟΝ 100 ΘΕΣΕΙΣ Α΄ και 100 Β΄ και 1500 Γ΄: [796, 403, 1135, 419]
- divider: [287, 1245, 572, 1246]
- ad-body: Διὰ τῆς γνησίας εὐθρυπτοτάτης κόνεως Extra τοῦ πυροτεχνουργείου χημικοῦ ἐργοστασίου Σ. Σβώλι ἐξοντώνονται ἐντελῶς αἱ κατσαρίδες, οἱ κοριοί, οἱ κώνωπες, καὶ οἱ ψύλλοι.: [968, 1621, 1197, 1686]
- divider: [731, 1592, 1200, 1595]
- paragraph: — Ὁ κ. Δεγουὰ ἐξέλιπεν ἐπὶ ὥρας ἀπὸ τὴν οἰκίαν, τὴν ἐπιθυμίαν τοῦ Σαρρὲ ἐκτελέσας κατὰ γράμμα.: [1212, 1563, 1481, 1607]
- paragraph: Μία ἐξ αὐτῶν ἐν τούτοις τὸν ἐξέπληξε διὰ τὴν εἰλικρίνειαν τοῦ τόνου της καὶ ἤκουε ἠναγκασθῇ νὰ ἀκούσῃ.: [38, 1112, 273, 1156]
- paragraph: Ὁ πρίγκηψ Ἀνδρέας ἐσταμάτησεν ἐμπρὸς τῆς θύρας, ἀκούων τοὺς λόγους αὐτῶν.: [38, 1599, 273, 1642]
- paragraph: Παρ' ὅλαιν τούτοις τονίζεται ἡ Ῥωσσία μένει εἰς θέσιν ἀδιάφορον ἐνώπιον τοῦ νέου δανείου, ἐν Γαλλίᾳ, Ἀγγλίᾳ, καὶ Αὐστρίᾳ.: [287, 615, 572, 659]
- paragraph: — Ἔχει καλλιεπιθεῖαν διελογίσθη ὁ κ. Δεγουά, ἀλλ' ἐν τούτοις κατηνάγκασεν τὴν οἰκογένειαν του νὰ ἀποδεχθῇ τὰς ἐπιθυμίας του.: [1212, 1082, 1481, 1140]
- ad-line: ΣΥΜΠΛΗΡΩΜΑ: [586, 1685, 722, 1703]
- ad-line: (ΤΟ ΠΡΩΤΟΝ ΚΑΙ ΜΟΝΟΝ ΕΝ ΕΛΛΑΔΙ ΕΦΩΔΙΑΣΜΕΝΟΝ ΤΩΝ ΤΕΛΕΙΟΤΕΡΩΝ ΕΥΡΩΠΑΪΚΩΝ): [758, 694, 1172, 719]
- table-row: Μέχρι 31 Δεκεμβρίου 1902 δρ. 1,890,300: [973, 246, 1194, 258]
- ad-table-head: ΠΡΑΓΜΑΤΟΠΟΙΗΘΕΙΣΑΙ ΕΓΓΡΑΦΑΙ: [983, 218, 1184, 231]
- ad-line: XAVIER DE BOUGE-Γ. ΑΛΕΞΑΝΔΡΟΥ: [853, 1169, 1078, 1183]
- ad-line: Προσεχῶς κατ' εὐθεῖαν ἀναχωρήσεις ΚΥΡΙΑΚΗ 23 Ἀπριλίου, ὥρα 10 μ. μ. θὰ ἀναχωρήσῃ τὸ ταχύπλουν ὑπερωκεάνειον: [752, 545, 1179, 574]
- ad-body: Περιέχον: α') Τὰ νεώτερα συμβάντα. β') Τὰς τελευταίας ἀνακαλύψεις τοῦ πληθυσμοῦ. γ') Τὰς νεωτέρας ἀνακαλύψεις. δ') Τὰς τελευταίας ἐκλογὰς τῶν κρατῶν. ε') Διορθώσεις λεξικῶν κλπ.: [586, 1704, 719, 1822]
- article-title: ΠΕΝΝΙΕΣ: [586, 122, 719, 153]
- news-item: Τὸ ἀποτέλεσμα αὐτῆς εἶνε τέσσαρες θάνατοι ἀπὸ ἡλίασιν.: [586, 572, 719, 611]
- ad-line: ΑΣΦΑΛΙΣΤΙΚΗ ΕΤΑΙΡΙΑ ΖΩΗΣ ΚΑΙ ΠΡΟΝΟΙΑΣ: [769, 163, 1162, 183]
- ad-line: ΔΕ-ΜΠΕΡΖΕΡΑΚ: [596, 1601, 708, 1643]
- paragraph: — Ἀνεχετίσθη... ἀπομεμακρυσμένη... — Ὅλα πηγαίνουν καλά, εἶπεν ὁ συμβολαιογράφος.: [1212, 1362, 1481, 1390]
- ad-line: ΕΚΑΣΤΟΝ ΓΡΑΜΜΑΤΙΟΝ: [877, 1073, 1054, 1089]
- ad-price: Τιμᾶται: δρ. 20, δεμ. δρ. 24: [592, 1829, 712, 1854]
- serial-section: ΙΕ'.: [141, 355, 170, 373]
- ad-body: Προμηθεύονται τὰ Α. Μ. τοῦ Βασιλέως, βραβευθέντα διὰ τεσσάρων χρυσῶν καὶ ἀργυρῶν βραβείων εἰς ὅλας τὰς ἐκθέσεις.: [586, 2031, 719, 2109]
- ad-agents-title: ΠΡΑΚΤΟΡΕΣ: [856, 485, 1075, 515]
- paragraph: Πωλεῖται τὸ κατάστημα τῶν κληρονόμων τοῦ Γεωργ. Ἀθανασίου, βιβλιοπωλεῖον κεῖμενον ἐν τῇ ὁδῷ Ἑρμοῦ καὶ Κολοκοτρώνη.: [586, 2137, 719, 2229]
- maxim: Ἐνταύθα ἔνεκα τοῦ ἔπαινου ἡ λέξις ἐξισοῦται πρὸς μεγαλεῖον.: [310, 1066, 561, 1090]
- ad-bottom-row: [731, 1603, 1200, 1771]
- ad-line: ΠΟΛΕΜΗΣΑΤΕ: [589, 1900, 716, 1920]
- news-item: Καταστάσεις τῆς ἡμέρας τούτης ἐν Πετρούπολει.: [586, 211, 719, 249]
- separator-stars: ***: [422, 924, 437, 935]
- clinic-diseases: [731, 816, 1200, 875]
- paragraph: Τὸ πλεῖστον τῆς περιουσίας του ἐδόθη εἰς τὸν ἀνεψιὸν τοῦ Σαρρὲ τὸν ὁποῖον ἀγαποῦσε ὡς υἱόν του.: [1212, 1146, 1481, 1189]
- column-divider: [723, 122, 724, 2106]
- separator-stars: ***: [422, 1097, 437, 1108]
- maxim: Ὁ ἔρως εἶνε νόσημα κολλητικόν, μεταδίδον ἐντυχῶς μόνον ἐκ τῶν ἀσθενῶν.: [308, 980, 564, 1004]
